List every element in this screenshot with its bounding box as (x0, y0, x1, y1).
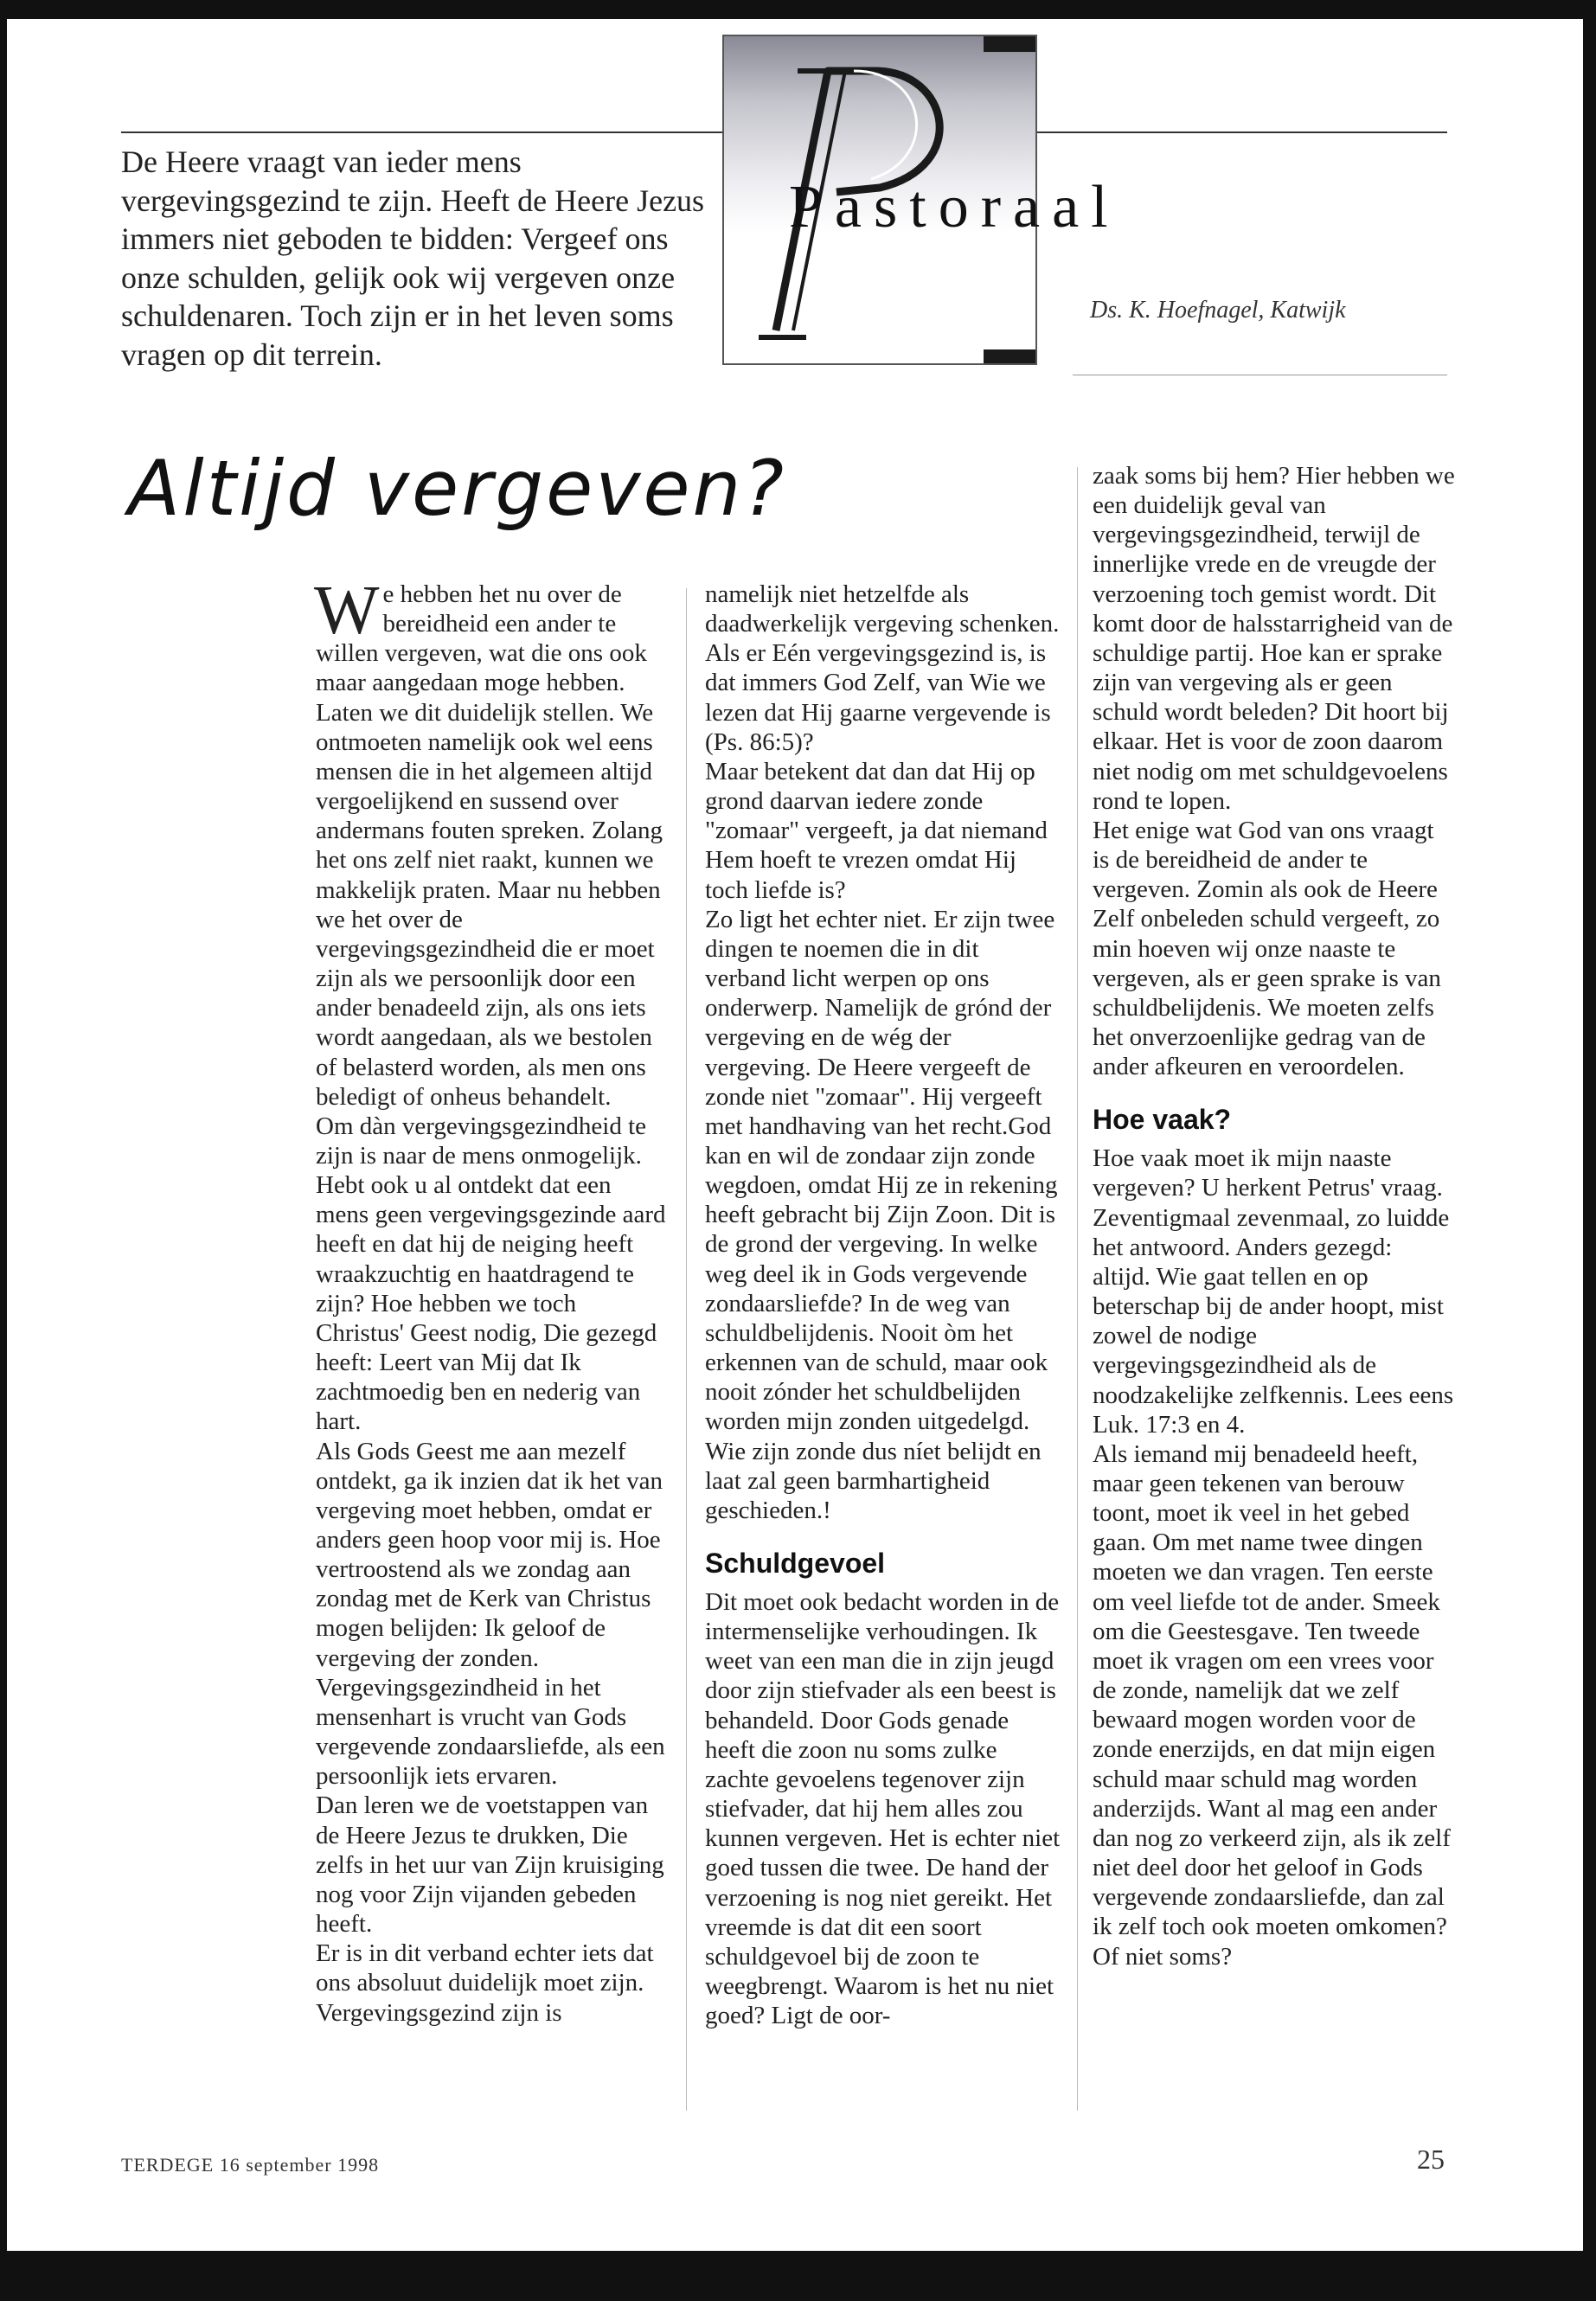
paragraph: namelijk niet hetzelfde als daadwerkelijk vergeving schenken. Als er Eén vergevingsgezind is, is dat immers God Zelf, van Wie we lezen dat Hij gaarne vergevende is (Ps. 86:5)? (705, 580, 1060, 756)
paragraph: Hoe vaak moet ik mijn naaste vergeven? U herkent Petrus' vraag. Zeventigmaal zevenmaal, zo luidde het antwoord. Anders gezegd: altijd. Wie gaat tellen en op beterschap bij de ander hoopt, mist zowel de nodige vergevingsgezindheid als de noodzakelijke zelfkennis. Lees eens Luk. 17:3 en 4. (1093, 1144, 1454, 1439)
scan-edge-right (1583, 0, 1596, 2301)
footer-publication: TERDEGE 16 september 1998 (121, 2154, 380, 2176)
author-byline: Ds. K. Hoefnagel, Katwijk (1090, 297, 1346, 324)
section-label: Pastoraal (789, 174, 1120, 240)
header-rule-right (1034, 131, 1447, 133)
scan-edge-bottom (0, 2251, 1596, 2301)
paragraph: Als Gods Geest me aan mezelf ontdekt, ga ik inzien dat ik het van vergeving moet hebben, omdat er anders geen hoop voor mij is. Hoe vertroostend als we zondag aan zondag met de Kerk van Christus mogen belijden: Ik geloof de vergeving der zonden. (316, 1437, 663, 1672)
paragraph (314, 573, 669, 1112)
lead-text: e hebben het nu over de bereidheid een ander te willen vergeven, wat die ons ook maar aangedaan moge hebben. Laten we dit duidelijk stellen. We ontmoeten namelijk ook wel eens mensen die in het algemeen altijd vergoelijkend en sussend over andermans fouten spreken. Zolang het ons zelf niet raakt, kunnen we makkelijk praten. Maar nu hebben we het over de vergevingsgezindheid die er moet zijn als we persoonlijk door een ander benadeeld zijn, als ons iets wordt aangedaan, als we bestolen of belasterd worden, als men ons beledigt of onheus behandelt. (316, 580, 663, 1111)
intro-paragraph (121, 143, 727, 374)
article-column-2 (705, 580, 1061, 2030)
article-column-3 (1093, 461, 1456, 1971)
paragraph: Als iemand mij benadeeld heeft, maar geen tekenen van berouw toont, moet ik veel in het gebed gaan. Om met name twee dingen moeten we dan vragen. Ten eerste om veel liefde tot de ander. Smeek om die Geestesgave. Ten tweede moet ik vragen om een vrees voor de zonde, namelijk dat we zelf bewaard mogen worden voor de zonde enerzijds, en dat mijn eigen schuld maar schuld mag worden anderzijds. Want al mag een ander dan nog zo verkeerd zijn, als ik zelf niet deel door het geloof in Gods vergevende zondaarsliefde, dan zal ik zelf toch ook moeten omkomen? Of niet soms? (1093, 1439, 1451, 1971)
article-title: Altijd vergeven? (128, 444, 786, 533)
header-rule-left (121, 131, 725, 133)
paragraph: Zo ligt het echter niet. Er zijn twee dingen te noemen die in dit verband licht werpen op ons onderwerp. Namelijk de grónd der vergeving en de wég der vergeving. De Heere vergeeft de zonde niet "zomaar". Hij vergeeft met handhaving van het recht.God kan en wil de zondaar zijn zonde wegdoen, omdat Hij ze in rekening heeft gebracht bij Zijn Zoon. Dit is de grond der vergeving. In welke weg deel ik in Gods vergevende zondaarsliefde? In de weg van schuldbelijdenis. Nooit òm het erkennen van de schuld, maar ook nooit zónder het schuldbelijden worden mijn zonden uitgedelgd. Wie zijn zonde dus níet belijdt en laat zal geen barmhartigheid geschieden.! (705, 905, 1058, 1524)
column-divider-2 (1077, 467, 1078, 2111)
paragraph: zaak soms bij hem? Hier hebben we een duidelijk geval van vergevingsgezindheid, terwijl de innerlijke vrede en de vreugde der verzoening toch gemist wordt. Dit komt door de halsstarrigheid van de schuldige partij. Hoe kan er sprake zijn van vergeving als er geen schuld wordt beleden? Dit hoort bij elkaar. Het is voor de zoon daarom niet nodig om met schuldgevoelens rond te lopen. (1093, 462, 1455, 815)
paragraph: Maar betekent dat dan dat Hij op grond daarvan iedere zonde "zomaar" vergeeft, ja dat niemand Hem hoeft te vrezen omdat Hij toch liefde is? (705, 757, 1048, 904)
paragraph: Vergevingsgezindheid in het mensenhart is vrucht van Gods vergevende zondaarsliefde, als een persoonlijk iets ervaren. (316, 1673, 665, 1791)
paragraph: Dan leren we de voetstappen van de Heere Jezus te drukken, Die zelfs in het uur van Zijn kruisiging nog voor Zijn vijanden gebeden heeft. (316, 1791, 664, 1939)
scan-edge-top (0, 0, 1596, 19)
column-divider-1 (686, 588, 687, 2111)
subheading-hoe-vaak: Hoe vaak? (1093, 1104, 1232, 1136)
paragraph: Er is in dit verband echter iets dat ons absoluut duidelijk moet zijn. Vergevingsgezind zijn is (316, 1939, 654, 2027)
page-number: 25 (1417, 2144, 1445, 2175)
article-column-1 (314, 573, 669, 2028)
logo-corner-block-top (984, 36, 1035, 52)
drop-cap: W (314, 573, 380, 649)
paragraph: Om dàn vergevingsgezindheid te zijn is naar de mens onmogelijk. Hebt ook u al ontdekt dat een mens geen vergevingsgezinde aard heeft en dat hij de neiging heeft wraakzuchtig en haatdragend te zijn? Hoe hebben we toch Christus' Geest nodig, Die gezegd heeft: Leert van Mij dat Ik zachtmoedig ben en nederig van hart. (316, 1112, 666, 1436)
paragraph: Dit moet ook bedacht worden in de intermenselijke verhoudingen. Ik weet van een man die in zijn jeugd door zijn stiefvader als een beest is behandeld. Door Gods genade heeft die zoon nu soms zulke zachte gevoelens tegenover zijn stiefvader, dat hij hem alles zou kunnen vergeven. Het is echter niet goed tussen die twee. De hand der verzoening is nog niet gereikt. Het vreemde is dat dit een soort schuldgevoel bij de zoon te weegbrengt. Waarom is het nu niet goed? Ligt de oor- (705, 1588, 1061, 2030)
intro-text: De Heere vraagt van ieder mens vergevingsgezind te zijn. Heeft de Heere Jezus immers niet geboden te bidden: Vergeef ons onze schulden, gelijk ook wij vergeven onze schuldenaren. Toch zijn er in het leven soms vragen op dit terrein. (121, 144, 705, 372)
logo-corner-block-bottom (984, 349, 1035, 363)
scan-edge-left (0, 0, 7, 2301)
subheading-schuldgevoel: Schuldgevoel (705, 1548, 886, 1579)
paragraph: Het enige wat God van ons vraagt is de bereidheid de ander te vergeven. Zomin als ook de Heere Zelf onbeleden schuld vergeeft, zo min hoeven wij onze naaste te vergeven, als er geen sprake is van schuldbelijdenis. We moeten zelfs het onverzoenlijke gedrag van de ander afkeuren en veroordelen. (1093, 816, 1441, 1081)
